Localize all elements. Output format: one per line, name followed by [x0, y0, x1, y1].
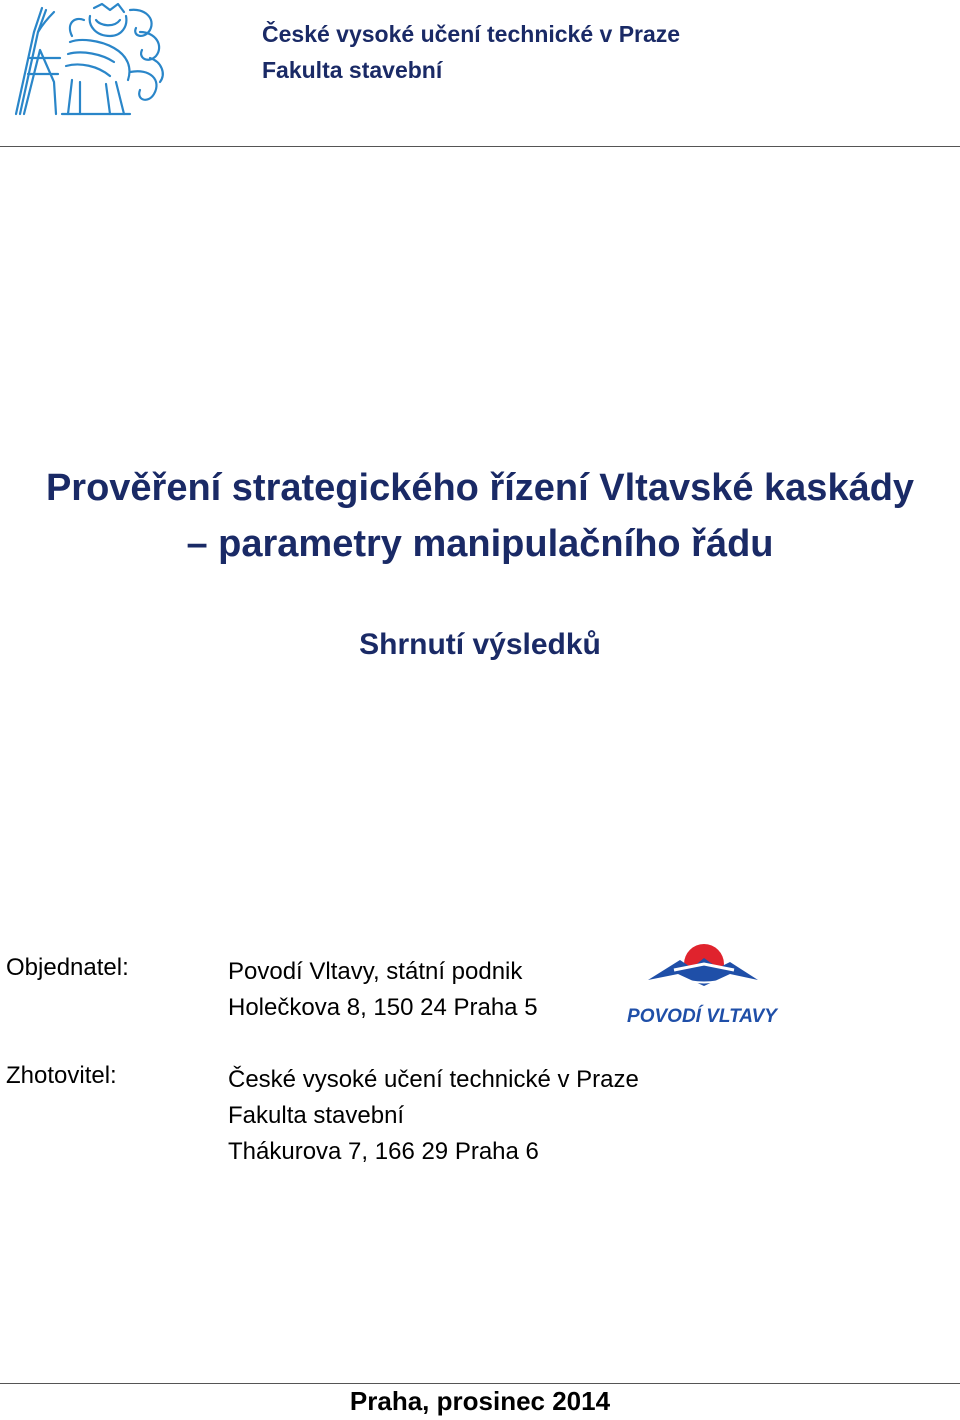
contractor-faculty: Fakulta stavební	[228, 1102, 405, 1129]
document-title	[0, 460, 960, 572]
cvut-lion-logo	[10, 2, 170, 118]
place-and-date: Praha, prosinec 2014	[349, 1386, 611, 1416]
contractor-address: Thákurova 7, 166 29 Praha 6	[228, 1138, 539, 1165]
faculty-name: Fakulta stavební	[262, 57, 443, 83]
client-name: Povodí Vltavy, státní podnik	[228, 958, 523, 985]
header-divider	[0, 146, 960, 147]
client-address: Holečkova 8, 150 24 Praha 5	[228, 994, 538, 1021]
title-line-1: Prověření strategického řízení Vltavské kaskády	[45, 467, 915, 509]
document-subtitle: Shrnutí výsledků	[359, 628, 601, 661]
contractor-university: České vysoké učení technické v Praze	[228, 1066, 639, 1093]
client-label: Objednatel:	[6, 954, 129, 981]
institution-header	[262, 16, 680, 88]
contractor-details	[228, 1062, 639, 1170]
povodi-logo-text: POVODÍ VLTAVY	[627, 1006, 777, 1027]
povodi-vltavy-logo	[618, 938, 786, 1028]
title-line-2: – parametry manipulačního řádu	[186, 523, 774, 565]
client-details	[228, 954, 538, 1026]
university-name: České vysoké učení technické v Praze	[262, 21, 681, 47]
contractor-label: Zhotovitel:	[6, 1062, 117, 1089]
footer-divider	[0, 1383, 960, 1384]
